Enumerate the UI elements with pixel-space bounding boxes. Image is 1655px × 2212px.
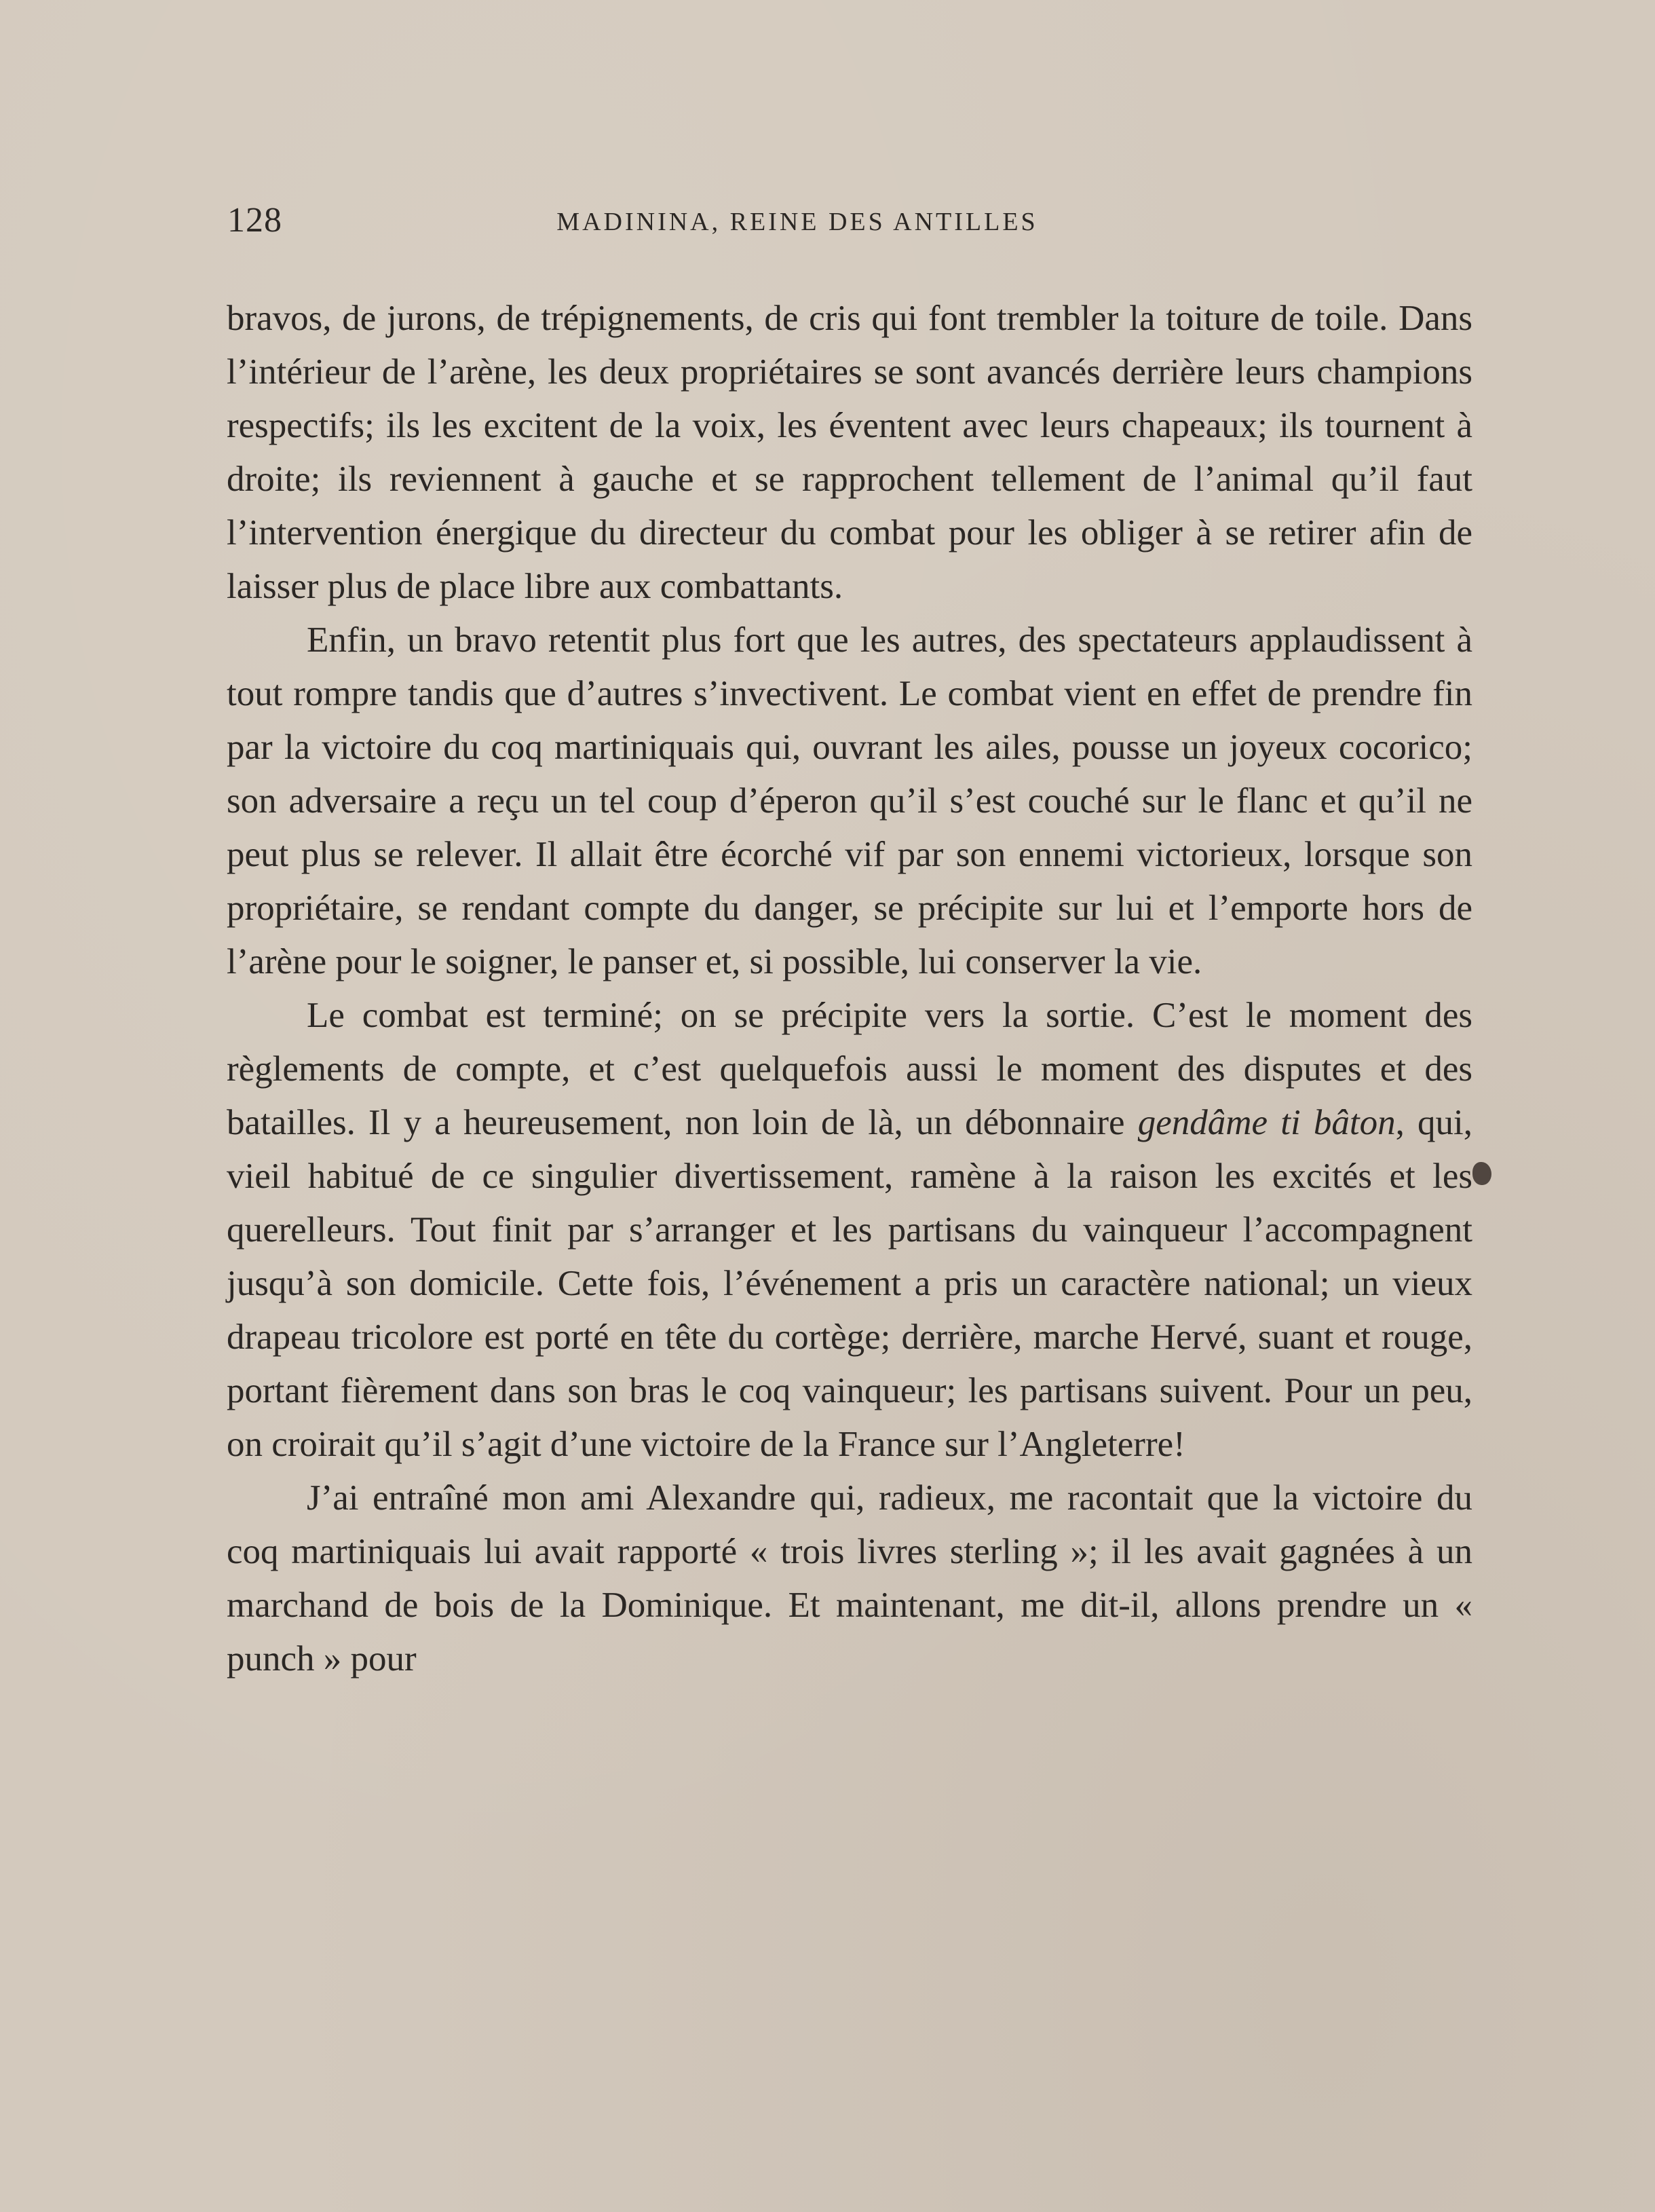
page-number: 128 [227,201,282,240]
ink-blot-mark [1472,1162,1491,1185]
paragraph-3-italic-phrase: gendâme ti bâton [1137,1103,1396,1142]
running-title: MADININA, REINE DES ANTILLES [556,208,1038,236]
body-text [227,292,1472,1686]
page-header [227,200,1472,248]
paragraph-1: bravos, de jurons, de trépignements, de cris qui font trembler la toiture de toile. Dans l’intérieur de l’arène, les deux propriétaires se sont avancés derrière leurs champions respectifs; ils les excitent de la voix, les éventent avec leurs chapeaux; ils tournent à droite; ils reviennent à gauche et se rapprochent tellement de l’animal qu’il faut l’intervention énergique du directeur du combat pour les obliger à se retirer afin de laisser plus de place libre aux combattants. [227,299,1472,606]
paragraph-3 [227,989,1472,1471]
paragraph-3-text-start: Le combat est terminé; on se précipite vers la sortie. C’est le moment des règlements de compte, et c’est quelquefois aussi le moment des disputes et des batailles. Il y a heureusement, non loin de là, un débonnaire [227,996,1472,1142]
paragraph-3-text-end: , qui, vieil habitué de ce singulier divertissement, ramène à la raison les excités et les querelleurs. Tout finit par s’arranger et les partisans du vainqueur l’accompagnent jusqu’à son domicile. Cette fois, l’événement a pris un caractère national; un vieux drapeau tricolore est porté en tête du cortège; derrière, marche Hervé, suant et rouge, portant fièrement dans son bras le coq vainqueur; les partisans suivent. Pour un peu, on croirait qu’il s’agit d’une victoire de la France sur l’Angleterre! [227,1103,1472,1464]
paragraph-4: J’ai entraîné mon ami Alexandre qui, radieux, me racontait que la victoire du coq martiniquais lui avait rapporté « trois livres sterling »; il les avait gagnées à un marchand de bois de la Dominique. Et maintenant, me dit-il, allons prendre un « punch » pour [227,1478,1472,1679]
paragraph-2: Enfin, un bravo retentit plus fort que les autres, des spectateurs applaudissent à tout rompre tandis que d’autres s’invectivent. Le combat vient en effet de prendre fin par la victoire du coq martiniquais qui, ouvrant les ailes, pousse un joyeux cocorico; son adversaire a reçu un tel coup d’éperon qu’il s’est couché sur le flanc et qu’il ne peut plus se relever. Il allait être écorché vif par son ennemi victorieux, lorsque son propriétaire, se rendant compte du danger, se précipite sur lui et l’emporte hors de l’arène pour le soigner, le panser et, si possible, lui conserver la vie. [227,620,1472,981]
